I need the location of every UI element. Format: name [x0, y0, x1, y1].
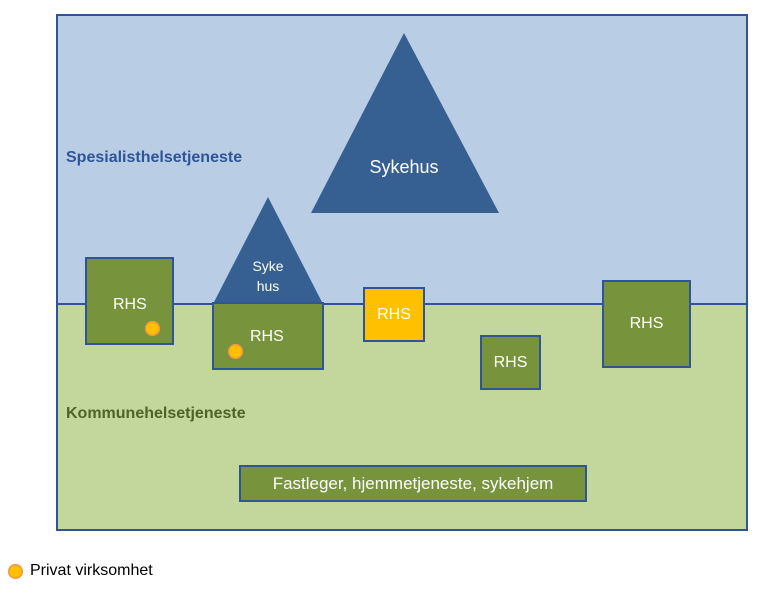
rhs-box-2 [212, 302, 324, 370]
rhs-box-5 [602, 280, 691, 368]
rhs-box-1-label: RHS [113, 296, 147, 313]
legend [8, 562, 153, 580]
municipal-zone-label: Kommunehelsetjeneste [66, 405, 246, 422]
rhs-box-3-label: RHS [377, 305, 411, 323]
rhs-box-1 [85, 257, 174, 345]
hospital-small-label-line2: hus [256, 278, 280, 294]
private-dot-icon [228, 344, 243, 359]
private-dot-icon [145, 321, 160, 336]
primary-care-box [239, 465, 587, 502]
rhs-box-4-label: RHS [493, 353, 528, 371]
legend-label: Privat virksomhet [30, 562, 153, 579]
hospital-small-label-line1: Syke [252, 258, 284, 274]
rhs-box-5-label: RHS [629, 315, 664, 332]
hospital-small-label [238, 256, 298, 296]
hospital-large-label: Sykehus [369, 157, 439, 177]
rhs-box-4 [480, 335, 541, 390]
specialist-zone-label: Spesialisthelsetjeneste [66, 149, 243, 166]
rhs-box-3 [363, 287, 425, 342]
private-dot-icon [8, 564, 23, 579]
primary-care-label: Fastleger, hjemmetjeneste, sykehjem [272, 473, 554, 493]
rhs-box-2-label: RHS [250, 328, 284, 345]
